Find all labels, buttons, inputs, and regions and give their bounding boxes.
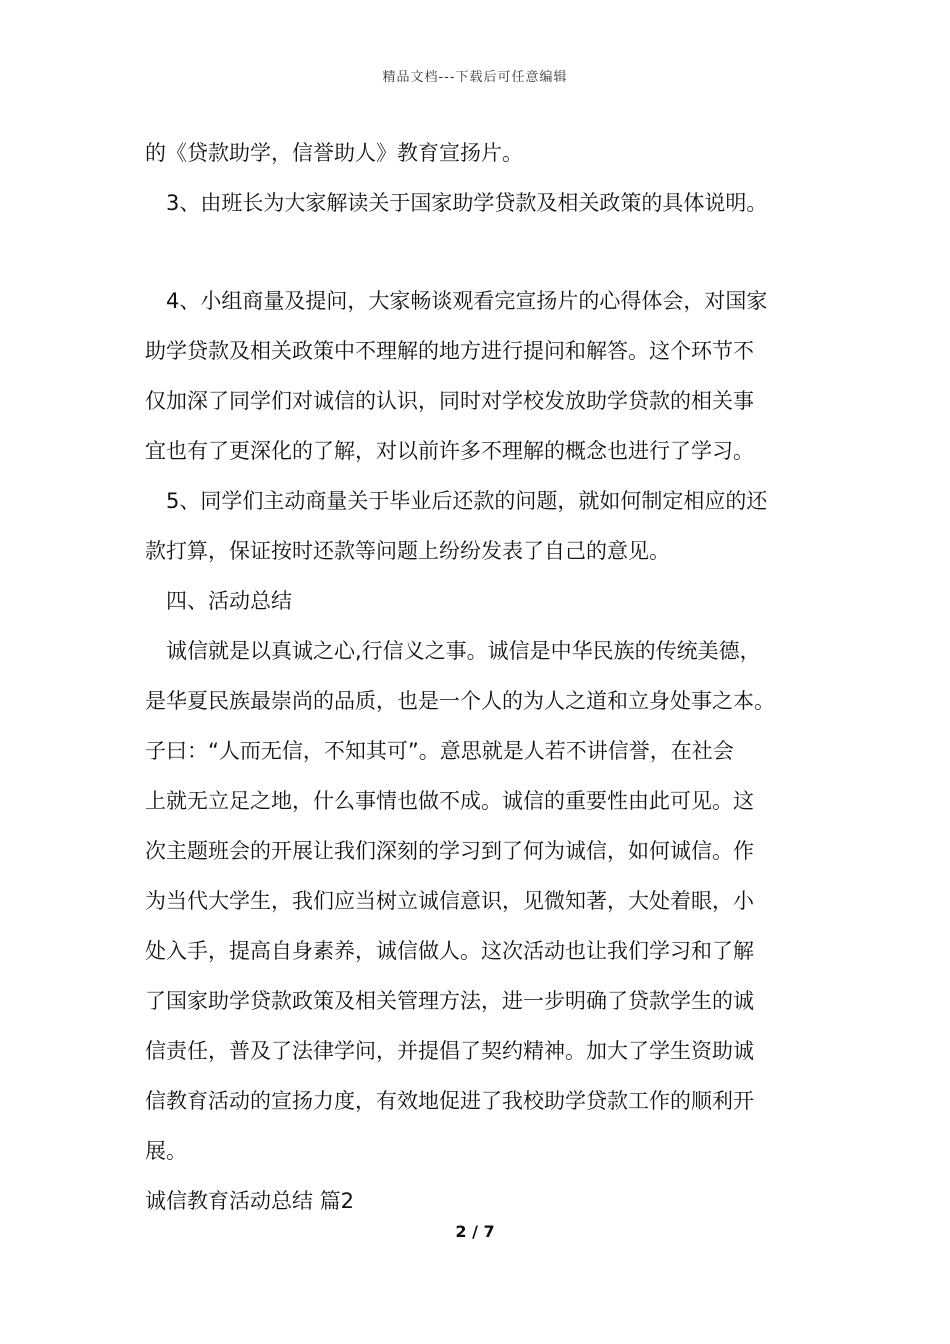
section-heading: 四、活动总结 bbox=[145, 589, 292, 613]
section-title: 诚信教育活动总结 篇2 bbox=[145, 1189, 355, 1213]
blank-line bbox=[145, 228, 815, 276]
paragraph-line: 子曰：“人而无信，不知其可”。意思就是人若不讲信誉，在社会 bbox=[145, 739, 734, 763]
page-header: 精品文档---下载后可任意编辑 bbox=[382, 70, 568, 85]
paragraph-line: 次主题班会的开展让我们深刻的学习到了何为诚信，如何诚信。作 bbox=[145, 839, 754, 863]
paragraph-line: 宜也有了更深化的了解，对以前许多不理解的概念也进行了学习。 bbox=[145, 439, 754, 463]
paragraph-line: 的《贷款助学，信誉助人》教育宣扬片。 bbox=[145, 141, 523, 165]
document-body bbox=[145, 128, 815, 1226]
page-number: 2 / 7 bbox=[455, 1222, 495, 1241]
paragraph-line: 处入手，提高自身素养，诚信做人。这次活动也让我们学习和了解 bbox=[145, 939, 754, 963]
paragraph-line: 是华夏民族最崇尚的品质，也是一个人的为人之道和立身处事之本。 bbox=[145, 689, 775, 713]
paragraph-line: 诚信就是以真诚之心,行信义之事。诚信是中华民族的传统美德， bbox=[145, 639, 761, 663]
paragraph-line: 信教育活动的宣扬力度，有效地促进了我校助学贷款工作的顺利开 bbox=[145, 1089, 754, 1113]
paragraph-line: 仅加深了同学们对诚信的认识，同时对学校发放助学贷款的相关事 bbox=[145, 389, 754, 413]
paragraph-line: 4、小组商量及提问，大家畅谈观看完宣扬片的心得体会，对国家 bbox=[145, 289, 768, 313]
paragraph-line: 款打算，保证按时还款等问题上纷纷发表了自己的意见。 bbox=[145, 539, 670, 563]
paragraph-line: 为当代大学生，我们应当树立诚信意识，见微知著，大处着眼，小 bbox=[145, 889, 754, 913]
paragraph-line: 展。 bbox=[145, 1139, 187, 1163]
paragraph-line: 助学贷款及相关政策中不理解的地方进行提问和解答。这个环节不 bbox=[145, 339, 754, 363]
paragraph-line: 信责任，普及了法律学问，并提倡了契约精神。加大了学生资助诚 bbox=[145, 1039, 754, 1063]
paragraph-line: 上就无立足之地，什么事情也做不成。诚信的重要性由此可见。这 bbox=[145, 789, 754, 813]
paragraph-line: 3、由班长为大家解读关于国家助学贷款及相关政策的具体说明。 bbox=[145, 191, 768, 215]
paragraph-line: 了国家助学贷款政策及相关管理方法，进一步明确了贷款学生的诚 bbox=[145, 989, 754, 1013]
paragraph-line: 5、同学们主动商量关于毕业后还款的问题，就如何制定相应的还 bbox=[145, 489, 768, 513]
